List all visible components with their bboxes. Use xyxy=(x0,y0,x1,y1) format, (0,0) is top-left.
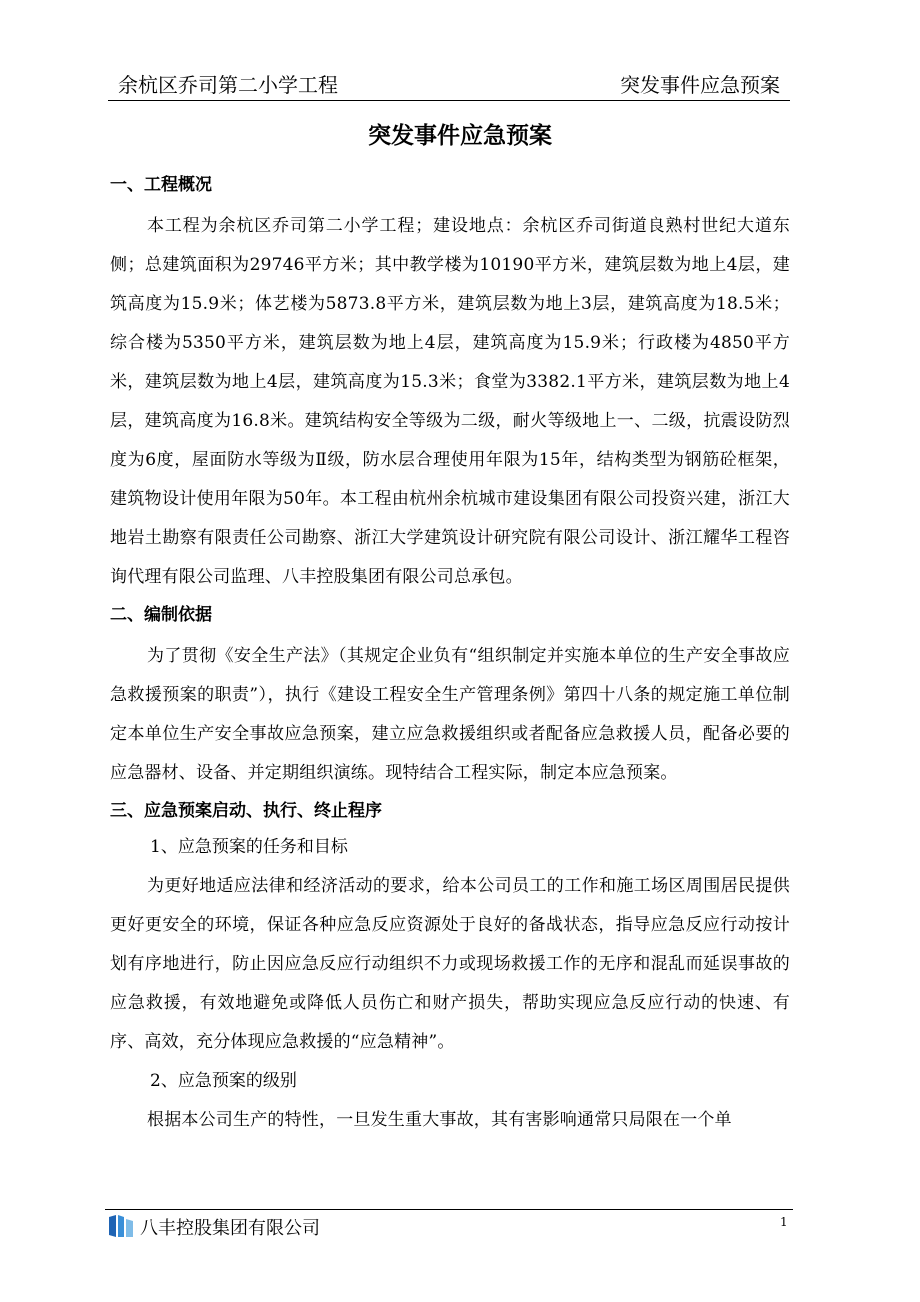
section-paragraph-levels: 根据本公司生产的特性，一旦发生重大事故，其有害影响通常只局限在一个单 xyxy=(147,1110,732,1130)
section-heading-overview: 一、工程概况 xyxy=(110,175,212,195)
section-heading-basis: 二、编制依据 xyxy=(110,605,212,625)
document-body xyxy=(110,170,790,1140)
section-heading-procedure: 三、应急预案启动、执行、终止程序 xyxy=(110,801,382,821)
page-title: 突发事件应急预案 xyxy=(368,122,552,149)
company-logo-icon xyxy=(107,1213,135,1239)
section-paragraph-overview: 本工程为余杭区乔司第二小学工程；建设地点：余杭区乔司街道良熟村世纪大道东侧；总建筑面积为29746平方米；其中教学楼为10190平方米，建筑层数为地上4层，建筑高度为15.9米；体艺楼为5873.8平方米，建筑层数为地上3层，建筑高度为18.5米；综合楼为5350平方米，建筑层数为地上4层，建筑高度为15.9米；行政楼为4850平方米，建筑层数为地上4层，建筑高度为15.3米；食堂为3382.1平方米，建筑层数为地上4层，建筑高度为16.8米。建筑结构安全等级为二级，耐火等级地上一、二级，抗震设防烈度为6度，屋面防水等级为Ⅱ级，防水层合理使用年限为15年，结构类型为钢筋砼框架，建筑物设计使用年限为50年。本工程由杭州余杭城市建设集团有限公司投资兴建，浙江大地岩土勘察有限责任公司勘察、浙江大学建筑设计研究院有限公司设计、浙江耀华工程咨询代理有限公司监理、八丰控股集团有限公司总承包。 xyxy=(110,216,790,587)
page-number: 1 xyxy=(780,1215,788,1229)
footer-rule xyxy=(105,1209,793,1210)
subsection-item-levels: 2、应急预案的级别 xyxy=(150,1071,297,1091)
section-paragraph-goals: 为更好地适应法律和经济活动的要求，给本公司员工的工作和施工场区周围居民提供更好更安全的环境，保证各种应急反应资源处于良好的备战状态，指导应急反应行动按计划有序地进行，防止因应急反应行动组织不力或现场救援工作的无序和混乱而延误事故的应急救援，有效地避免或降低人员伤亡和财产损失，帮助实现应急反应行动的快速、有序、高效，充分体现应急救援的“应急精神”。 xyxy=(110,876,790,1052)
footer-company-name: 八丰控股集团有限公司 xyxy=(140,1218,320,1239)
section-paragraph-basis: 为了贯彻《安全生产法》（其规定企业负有“组织制定并实施本单位的生产安全事故应急救援预案的职责”），执行《建设工程安全生产管理条例》第四十八条的规定施工单位制定本单位生产安全事故应急预案，建立应急救援组织或者配备应急救援人员，配备必要的应急器材、设备、并定期组织演练。现特结合工程实际，制定本应急预案。 xyxy=(110,646,790,783)
subsection-item-goals: 1、应急预案的任务和目标 xyxy=(150,837,348,857)
header-rule xyxy=(108,100,790,101)
header-project-name: 余杭区乔司第二小学工程 xyxy=(118,73,338,97)
header-document-type: 突发事件应急预案 xyxy=(620,73,780,97)
